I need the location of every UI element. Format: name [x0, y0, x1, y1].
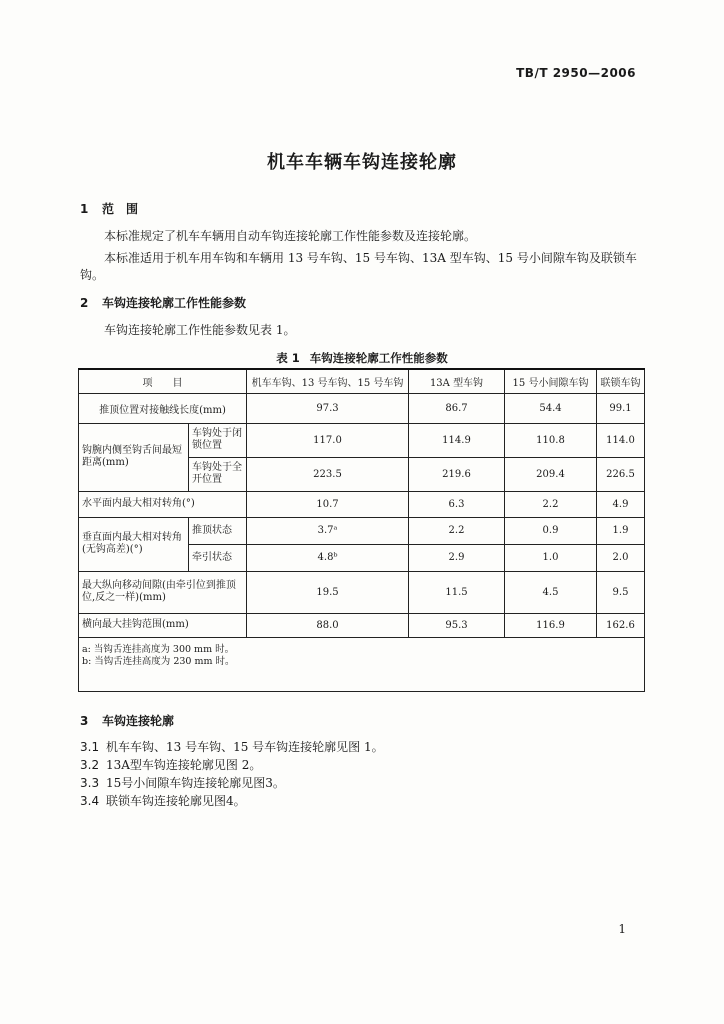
row-label: 最大纵向移动间隙(由牵引位到推顶位,反之一样)(mm): [79, 571, 247, 613]
cell: 4.9: [597, 491, 645, 517]
cell: 2.9: [409, 544, 505, 571]
cell: 2.2: [505, 491, 597, 517]
cell: 2.2: [409, 517, 505, 544]
header-col-4: 联锁车钩: [597, 369, 645, 393]
section-number: 3: [80, 714, 89, 728]
paragraph-scope-2: 本标准适用于机车用车钩和车辆用 13 号车钩、15 号车钩、13A 型车钩、15 号小间隙车钩及联锁车钩。: [80, 251, 637, 282]
cell: 226.5: [597, 457, 645, 491]
list-item: [80, 774, 285, 791]
row-label: 横向最大挂钩范围(mm): [79, 613, 247, 637]
sub-row-label: 推顶状态: [189, 517, 247, 544]
paragraph-scope-1: 本标准规定了机车车辆用自动车钩连接轮廓工作性能参数及连接轮廓。: [104, 229, 477, 243]
table-row: [79, 491, 645, 517]
cell: 97.3: [247, 393, 409, 423]
cell: 11.5: [409, 571, 505, 613]
table-row: [79, 423, 645, 457]
table-caption: [0, 350, 724, 366]
note-b: b: 当钩舌连挂高度为 230 mm 时。: [82, 655, 235, 667]
list-item: [80, 792, 246, 809]
table-header-row: [79, 369, 645, 393]
cell: 86.7: [409, 393, 505, 423]
row-label: 钩腕内侧至钩舌间最短距离(mm): [79, 423, 189, 491]
section-number: 1: [80, 202, 89, 216]
table-caption-label: 表 1: [276, 351, 300, 365]
cell: 4.5: [505, 571, 597, 613]
cell: 110.8: [505, 423, 597, 457]
item-text: 13A型车钩连接轮廓见图 2。: [106, 758, 262, 772]
cell: 9.5: [597, 571, 645, 613]
table-row: [79, 613, 645, 637]
table-caption-title: 车钩连接轮廓工作性能参数: [309, 351, 448, 365]
section-3-heading: [80, 712, 174, 729]
cell: 219.6: [409, 457, 505, 491]
performance-table: [78, 368, 645, 692]
cell: 19.5: [247, 571, 409, 613]
sub-row-label: 车钩处于闭锁位置: [189, 423, 247, 457]
cell: 2.0: [597, 544, 645, 571]
cell: 99.1: [597, 393, 645, 423]
cell: 162.6: [597, 613, 645, 637]
item-text: 15号小间隙车钩连接轮廓见图3。: [106, 776, 285, 790]
item-number: 3.3: [80, 776, 100, 790]
section-title: 范 围: [102, 202, 139, 216]
item-text: 联锁车钩连接轮廓见图4。: [106, 794, 246, 808]
cell: 114.0: [597, 423, 645, 457]
section-number: 2: [80, 296, 89, 310]
cell: 6.3: [409, 491, 505, 517]
cell: 0.9: [505, 517, 597, 544]
table-row: [79, 571, 645, 613]
cell: 209.4: [505, 457, 597, 491]
cell: 10.7: [247, 491, 409, 517]
table-row: [79, 517, 645, 544]
list-item: [80, 756, 261, 773]
page-number: 1: [618, 922, 626, 936]
section-title: 车钩连接轮廓: [102, 714, 175, 728]
row-label: 垂直面内最大相对转角(无钩高差)(°): [79, 517, 189, 571]
section-2-heading: [80, 294, 246, 311]
section-title: 车钩连接轮廓工作性能参数: [102, 296, 247, 310]
cell: 116.9: [505, 613, 597, 637]
cell: 114.9: [409, 423, 505, 457]
table-notes-row: [79, 637, 645, 691]
row-label: 推顶位置对接触线长度(mm): [79, 393, 247, 423]
header-col-1: 机车车钩、13 号车钩、15 号车钩: [247, 369, 409, 393]
sub-row-label: 车钩处于全开位置: [189, 457, 247, 491]
header-item: 项 目: [79, 369, 247, 393]
item-number: 3.4: [80, 794, 100, 808]
document-title: 机车车辆车钩连接轮廓: [267, 152, 457, 173]
cell: 95.3: [409, 613, 505, 637]
section-1-heading: [80, 200, 138, 217]
cell: 223.5: [247, 457, 409, 491]
table-notes: [79, 637, 645, 691]
item-text: 机车车钩、13 号车钩、15 号车钩连接轮廓见图 1。: [106, 740, 384, 754]
sub-row-label: 牵引状态: [189, 544, 247, 571]
item-number: 3.2: [80, 758, 100, 772]
cell: 88.0: [247, 613, 409, 637]
cell: 1.0: [505, 544, 597, 571]
cell: 4.8ᵇ: [247, 544, 409, 571]
header-col-3: 15 号小间隙车钩: [505, 369, 597, 393]
header-col-2: 13A 型车钩: [409, 369, 505, 393]
cell: 1.9: [597, 517, 645, 544]
cell: 117.0: [247, 423, 409, 457]
standard-code: TB/T 2950—2006: [516, 66, 636, 80]
paragraph-params: 车钩连接轮廓工作性能参数见表 1。: [104, 323, 296, 337]
note-a: a: 当钩舌连挂高度为 300 mm 时。: [82, 643, 235, 655]
row-label: 水平面内最大相对转角(°): [79, 491, 247, 517]
list-item: [80, 738, 384, 755]
item-number: 3.1: [80, 740, 100, 754]
cell: 3.7ᵃ: [247, 517, 409, 544]
cell: 54.4: [505, 393, 597, 423]
table-row: [79, 393, 645, 423]
